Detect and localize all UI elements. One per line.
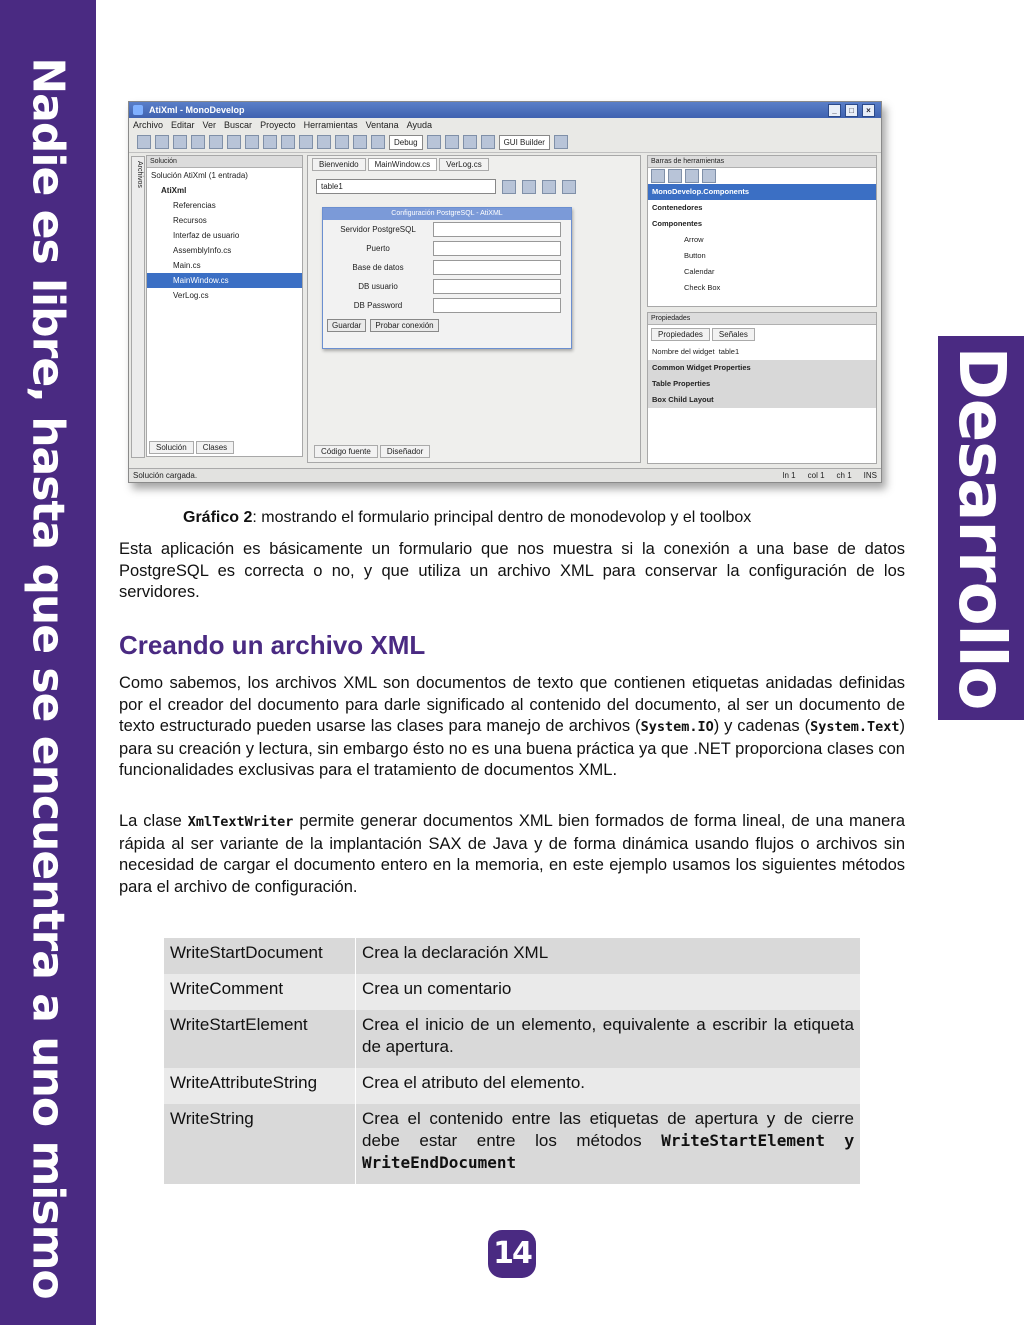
designer-toolbar <box>316 179 632 194</box>
field-row <box>323 258 571 277</box>
field-label: DB usuario <box>358 282 398 291</box>
menu-editar[interactable]: Editar <box>171 120 195 130</box>
tree-item-mainwindow[interactable]: MainWindow.cs <box>147 273 302 288</box>
window-controls <box>828 104 875 117</box>
status-bar <box>129 468 882 482</box>
compact-view-icon[interactable] <box>685 169 699 183</box>
code-system-io: System.IO <box>640 719 714 735</box>
menu-bar <box>129 118 881 132</box>
status-ins: INS <box>863 471 877 480</box>
tab-disenador[interactable]: Diseñador <box>380 445 430 458</box>
property-grid <box>648 344 876 408</box>
tree-item-solution[interactable]: Solución AtiXml (1 entrada) <box>151 171 248 180</box>
debug-icon[interactable] <box>481 135 495 149</box>
outdent-icon[interactable] <box>353 135 367 149</box>
menu-ver[interactable]: Ver <box>202 120 217 130</box>
tab-bienvenido[interactable]: Bienvenido <box>312 158 366 171</box>
toolbox-toolbar <box>648 168 876 184</box>
widget-combo[interactable]: table1 <box>316 179 496 194</box>
menu-ayuda[interactable]: Ayuda <box>406 120 433 130</box>
password-field[interactable] <box>433 298 561 313</box>
status-ch: ch 1 <box>836 471 852 480</box>
table-row <box>164 1068 861 1104</box>
paragraph-xml <box>119 673 905 782</box>
test-connection-button[interactable]: Probar conexión <box>370 319 438 332</box>
tab-mainwindow[interactable]: MainWindow.cs <box>368 158 438 171</box>
properties-header: Propiedades <box>648 313 876 325</box>
text-run: permite generar documentos XML bien formados de forma lineal, de una manera rápida al ser variante de la implantación SAX de Java y de forma dinámica usando flujos o archivos sin necesidad de cargar el documento entero en la memoria, en este ejemplo usamos los siguientes métodos para el archivo de configuración. <box>119 812 905 896</box>
close-icon[interactable]: × <box>862 104 875 117</box>
status-col: col 1 <box>807 471 825 480</box>
field-label: Servidor PostgreSQL <box>340 225 416 234</box>
tree-item-main[interactable]: Main.cs <box>173 261 201 270</box>
solution-pad <box>146 155 303 457</box>
config-dialog <box>322 207 572 349</box>
ide-screenshot <box>128 101 882 483</box>
menu-buscar[interactable]: Buscar <box>224 120 253 130</box>
cut-icon[interactable] <box>263 135 277 149</box>
toolbox-category[interactable]: MonoDevelop.Components <box>648 184 876 200</box>
open-icon[interactable] <box>155 135 169 149</box>
layout-icon[interactable] <box>554 135 568 149</box>
solution-tree <box>147 168 302 303</box>
method-description: Crea el atributo del elemento. <box>356 1068 861 1104</box>
banner-quote: Nadie es libre, hasta que se encuentra a uno mismo <box>22 57 74 1299</box>
status-line: ln 1 <box>782 471 796 480</box>
method-name: WriteAttributeString <box>164 1068 356 1104</box>
field-row <box>323 220 571 239</box>
save-button[interactable]: Guardar <box>327 319 366 332</box>
field-label: DB Password <box>353 301 403 310</box>
field-row <box>323 296 571 315</box>
text-run: Crea el contenido entre las etiquetas de apertura y de cierre debe estar entre los métodos <box>362 1109 854 1150</box>
move-icon[interactable] <box>542 180 556 194</box>
section-heading: Creando un archivo XML <box>119 630 426 660</box>
toolbox-category[interactable]: Contenedores <box>652 203 703 212</box>
tab-codigo-fuente[interactable]: Código fuente <box>314 445 378 458</box>
method-name: WriteStartElement <box>164 1010 356 1068</box>
undo-icon[interactable] <box>227 135 241 149</box>
toolbox-item[interactable]: Check Box <box>684 283 721 292</box>
code-xmltextwriter: XmlTextWriter <box>187 814 294 830</box>
save-icon[interactable] <box>173 135 187 149</box>
widget-name-value: table1 <box>718 347 740 356</box>
tab-propiedades[interactable]: Propiedades <box>651 328 710 341</box>
solution-pad-header: Solución <box>147 156 302 168</box>
code-writeenddocument: WriteEndDocument <box>362 1153 517 1172</box>
widget-name-label: Nombre del widget <box>652 347 715 356</box>
properties-tabs <box>648 325 876 344</box>
text-run: Como sabemos, los archivos XML son documentos de texto que contienen etiquetas anidadas definidas por el creador del documento para darle significado al contenido del documento, al ser un documento de texto estructurado pueden usarse las clases para manejo de archivos ( <box>119 674 905 735</box>
methods-table <box>164 938 861 1184</box>
field-row <box>323 277 571 296</box>
tab-solucion[interactable]: Solución <box>149 441 194 454</box>
tab-clases[interactable]: Clases <box>196 441 234 454</box>
build-icon[interactable] <box>427 135 441 149</box>
archivos-side-tab[interactable] <box>131 156 145 458</box>
field-row <box>323 239 571 258</box>
window-titlebar <box>129 102 881 118</box>
text-run: La clase <box>119 812 188 830</box>
menu-archivo[interactable]: Archivo <box>133 120 164 130</box>
widget-name-row[interactable] <box>648 344 876 360</box>
tab-verlog[interactable]: VerLog.cs <box>439 158 489 171</box>
minimize-icon[interactable]: _ <box>828 104 841 117</box>
property-group[interactable]: Table Properties <box>648 376 876 392</box>
print-icon[interactable] <box>209 135 223 149</box>
page-number: 14 <box>488 1230 536 1278</box>
method-name: WriteStartDocument <box>164 938 356 974</box>
tree-item-user-interface[interactable]: Interfaz de usuario <box>173 231 240 240</box>
bookmark-icon[interactable] <box>371 135 385 149</box>
method-description: Crea un comentario <box>356 974 861 1010</box>
toolbox-item[interactable]: Arrow <box>684 235 704 244</box>
copy-icon[interactable] <box>281 135 295 149</box>
redo-icon[interactable] <box>245 135 259 149</box>
window-title: AtiXml - MonoDevelop <box>149 105 245 115</box>
tree-item-assemblyinfo[interactable]: AssemblyInfo.cs <box>173 246 232 255</box>
property-group[interactable]: Common Widget Properties <box>648 360 876 376</box>
property-group[interactable]: Box Child Layout <box>648 392 876 408</box>
tree-item-references[interactable]: Referencias <box>173 201 216 210</box>
database-field[interactable] <box>433 260 561 275</box>
toolbox-category[interactable]: Componentes <box>652 219 703 228</box>
section-tab <box>938 336 1024 720</box>
toolbox-item[interactable]: Calendar <box>684 267 715 276</box>
paragraph-intro: Esta aplicación es básicamente un formulario que nos muestra si la conexión a una base de datos PostgreSQL es correcta o no, y que utiliza un archivo XML para conservar la configuración de los servidores. <box>119 540 905 601</box>
maximize-icon[interactable]: □ <box>845 104 858 117</box>
code-system-text: System.Text <box>810 719 900 735</box>
table-row <box>164 1104 861 1184</box>
field-label: Base de datos <box>352 263 404 272</box>
align-icon[interactable] <box>502 180 516 194</box>
dialog-buttons <box>323 315 571 336</box>
dialog-title: Configuración PostgreSQL - AtiXML <box>323 208 571 220</box>
properties-pad <box>647 312 877 464</box>
table-row <box>164 1010 861 1068</box>
paste-icon[interactable] <box>299 135 313 149</box>
filter-icon[interactable] <box>651 169 665 183</box>
tree-item-resources[interactable]: Recursos <box>173 216 207 225</box>
toolbox-pad <box>647 155 877 307</box>
indent-icon[interactable] <box>335 135 349 149</box>
user-field[interactable] <box>433 279 561 294</box>
side-tab-label: Archivos <box>136 161 143 188</box>
server-field[interactable] <box>433 222 561 237</box>
field-label: Puerto <box>366 244 390 253</box>
add-item-icon[interactable] <box>702 169 716 183</box>
code-writestartelement: WriteStartElement <box>661 1131 825 1150</box>
figure-caption <box>183 509 751 527</box>
section-tab-label: Desarrollo <box>944 346 1018 710</box>
table-row <box>164 938 861 974</box>
text-run: ) y cadenas ( <box>713 717 811 735</box>
main-toolbar <box>129 132 881 153</box>
run-icon[interactable] <box>463 135 477 149</box>
left-side-banner <box>0 0 96 1325</box>
tree-item-project[interactable]: AtiXml <box>161 186 187 195</box>
solution-pad-tabs <box>149 441 234 454</box>
caption-text: : mostrando el formulario principal dentro de monodevolop y el toolbox <box>252 509 752 526</box>
text-run: y <box>824 1131 854 1150</box>
toolbox-item[interactable]: Button <box>684 251 706 260</box>
save-all-icon[interactable] <box>191 135 205 149</box>
editor-view-tabs <box>314 445 430 458</box>
method-description: Crea la declaración XML <box>356 938 861 974</box>
toolbox-list <box>648 184 876 296</box>
menu-proyecto[interactable]: Proyecto <box>260 120 296 130</box>
tree-item-verlog[interactable]: VerLog.cs <box>173 291 209 300</box>
method-description: Crea el inicio de un elemento, equivalente a escribir la etiqueta de apertura. <box>356 1010 861 1068</box>
resize-icon[interactable] <box>562 180 576 194</box>
status-text: Solución cargada. <box>133 471 198 480</box>
table-row <box>164 974 861 1010</box>
method-name: WriteString <box>164 1104 356 1184</box>
list-view-icon[interactable] <box>668 169 682 183</box>
paragraph-xmltextwriter <box>119 811 905 898</box>
grid-icon[interactable] <box>522 180 536 194</box>
text-run: ) para su creación y lectura, sin embargo ésto no es una buena práctica ya que .NET proporciona clases con funcionalidades exclusivas para el tratamiento de documentos XML. <box>119 717 906 779</box>
document-tabs <box>308 156 640 173</box>
rebuild-icon[interactable] <box>445 135 459 149</box>
toolbox-header: Barras de herramientas <box>648 156 876 168</box>
tab-senales[interactable]: Señales <box>712 328 755 341</box>
method-description <box>356 1104 861 1184</box>
menu-herramientas[interactable]: Herramientas <box>303 120 358 130</box>
layout-combo[interactable]: GUI Builder <box>499 135 550 150</box>
config-combo[interactable]: Debug <box>389 135 423 150</box>
menu-ventana[interactable]: Ventana <box>365 120 399 130</box>
app-icon <box>133 105 143 115</box>
caption-label: Gráfico 2 <box>183 509 253 526</box>
new-file-icon[interactable] <box>137 135 151 149</box>
find-icon[interactable] <box>317 135 331 149</box>
method-name: WriteComment <box>164 974 356 1010</box>
port-field[interactable] <box>433 241 561 256</box>
status-indicators <box>783 469 877 482</box>
